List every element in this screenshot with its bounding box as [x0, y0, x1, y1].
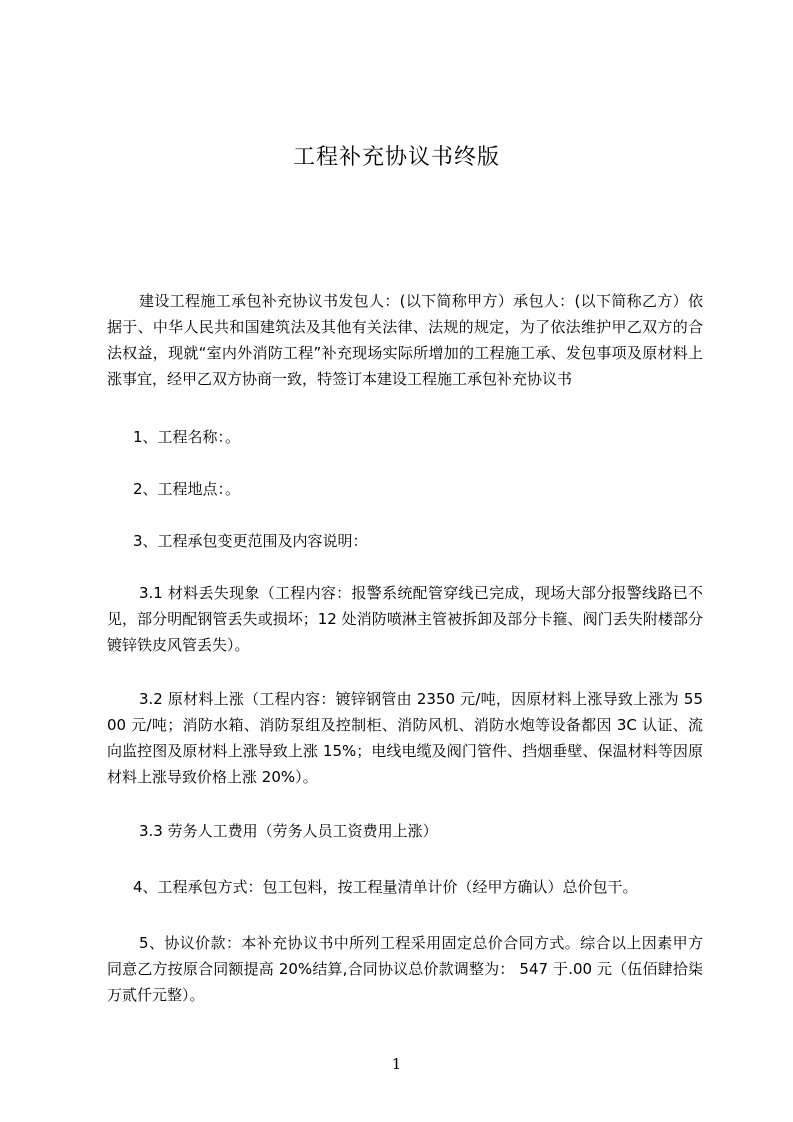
item-project-location: 2、工程地点：。 [133, 480, 241, 498]
document-title: 工程补充协议书终版 [292, 145, 500, 170]
page-number: 1 [391, 1055, 402, 1073]
item-material-loss: 3.1 材料丢失现象（工程内容：报警系统配管穿线已完成，现场大部分报警线路已不见，部分明配钢管丢失或损坏；12 处消防喷淋主管被拆卸及部分卡箍、阀门丢失附楼部分镀锌铁皮风管丢失）。 [107, 584, 703, 654]
intro-paragraph: 建设工程施工承包补充协议书发包人：(以下简称甲方）承包人：(以下简称乙方）依据于、中华人民共和国建筑法及其他有关法律、法规的规定，为了依法维护甲乙双方的合法权益，现就“室内外消防工程”补充现场实际所增加的工程施工承、发包事项及原材料上涨事宜，经甲乙双方协商一致，特签订本建设工程施工承包补充协议书 [107, 292, 703, 388]
item-material-price-rise: 3.2 原材料上涨（工程内容：镀锌钢管由 2350 元/吨，因原材料上涨导致上涨为 5500 元/吨；消防水箱、消防泵组及控制柜、消防风机、消防水炮等设备都因 3C 认证、流向监控图及原材料上涨导致上涨 15%；电线电缆及阀门管件、挡烟垂壁、保温材料等因原材料上涨导致价格上涨 20%）。 [107, 690, 703, 786]
item-contract-method: 4、工程承包方式：包工包料，按工程量清单计价（经甲方确认）总价包干。 [133, 878, 638, 896]
item-scope-change: 3、工程承包变更范围及内容说明： [133, 532, 368, 550]
item-contract-price: 5、协议价款：本补充协议书中所列工程采用固定总价合同方式。综合以上因素甲方同意乙方按原合同额提高 20%结算,合同协议总价款调整为： 547 于.00 元（伍佰肆拾柒万贰仟元整）。 [107, 934, 703, 1004]
item-labor-cost: 3.3 劳务人工费用（劳务人员工资费用上涨） [139, 822, 438, 840]
item-project-name: 1、工程名称：。 [133, 428, 241, 446]
